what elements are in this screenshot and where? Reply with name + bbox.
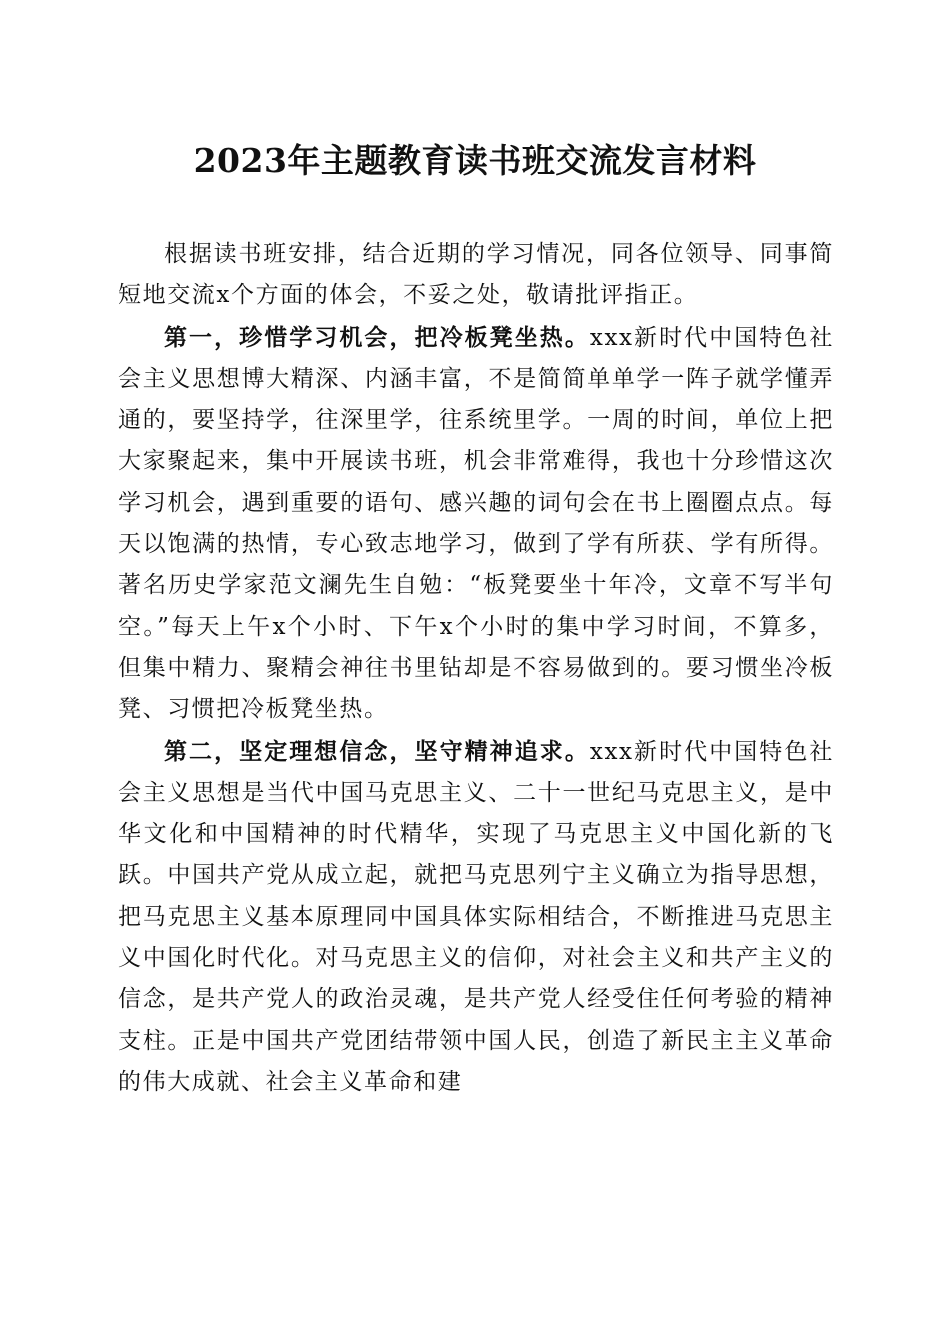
paragraph-text: xxx新时代中国特色社会主义思想博大精深、内涵丰富，不是简简单单学一阵子就学懂弄通的，要坚持学，往深里学，往系统里学。一周的时间，单位上把大家聚起来，集中开展读书班，机会非常难得，我也十分珍惜这次学习机会，遇到重要的语句、感兴趣的词句会在书上圈圈点点。每天以饱满的热情，专心致志地学习，做到了学有所获、学有所得。著名历史学家范文澜先生自勉：“板凳要坐十年冷，文章不写半句空。”每天上午x个小时、下午x个小时的集中学习时间，不算多，但集中精力、聚精会神往书里钻却是不容易做到的。要习惯坐冷板凳、习惯把冷板凳坐热。 [118, 324, 834, 723]
document-body [118, 234, 834, 1103]
paragraph-second-point [118, 731, 834, 1104]
document-title: 2023年主题教育读书班交流发言材料 [193, 141, 757, 180]
paragraph-text: 根据读书班安排，结合近期的学习情况，同各位领导、同事简短地交流x个方面的体会，不妥之处，敬请批评指正。 [118, 241, 834, 309]
paragraph-text: xxx新时代中国特色社会主义思想是当代中国马克思主义、二十一世纪马克思主义，是中华文化和中国精神的时代精华，实现了马克思主义中国化新的飞跃。中国共产党从成立起，就把马克思列宁主义确立为指导思想，把马克思主义基本原理同中国具体实际相结合，不断推进马克思主义中国化时代化。对马克思主义的信仰，对社会主义和共产主义的信念，是共产党人的政治灵魂，是共产党人经受住任何考验的精神支柱。正是中国共产党团结带领中国人民，创造了新民主主义革命的伟大成就、社会主义革命和建 [118, 738, 834, 1095]
paragraph-intro [118, 234, 834, 317]
paragraph-first-point [118, 317, 834, 731]
paragraph-heading: 第一，珍惜学习机会，把冷板凳坐热。 [164, 323, 590, 351]
paragraph-heading: 第二，坚定理想信念，坚守精神追求。 [164, 737, 590, 765]
